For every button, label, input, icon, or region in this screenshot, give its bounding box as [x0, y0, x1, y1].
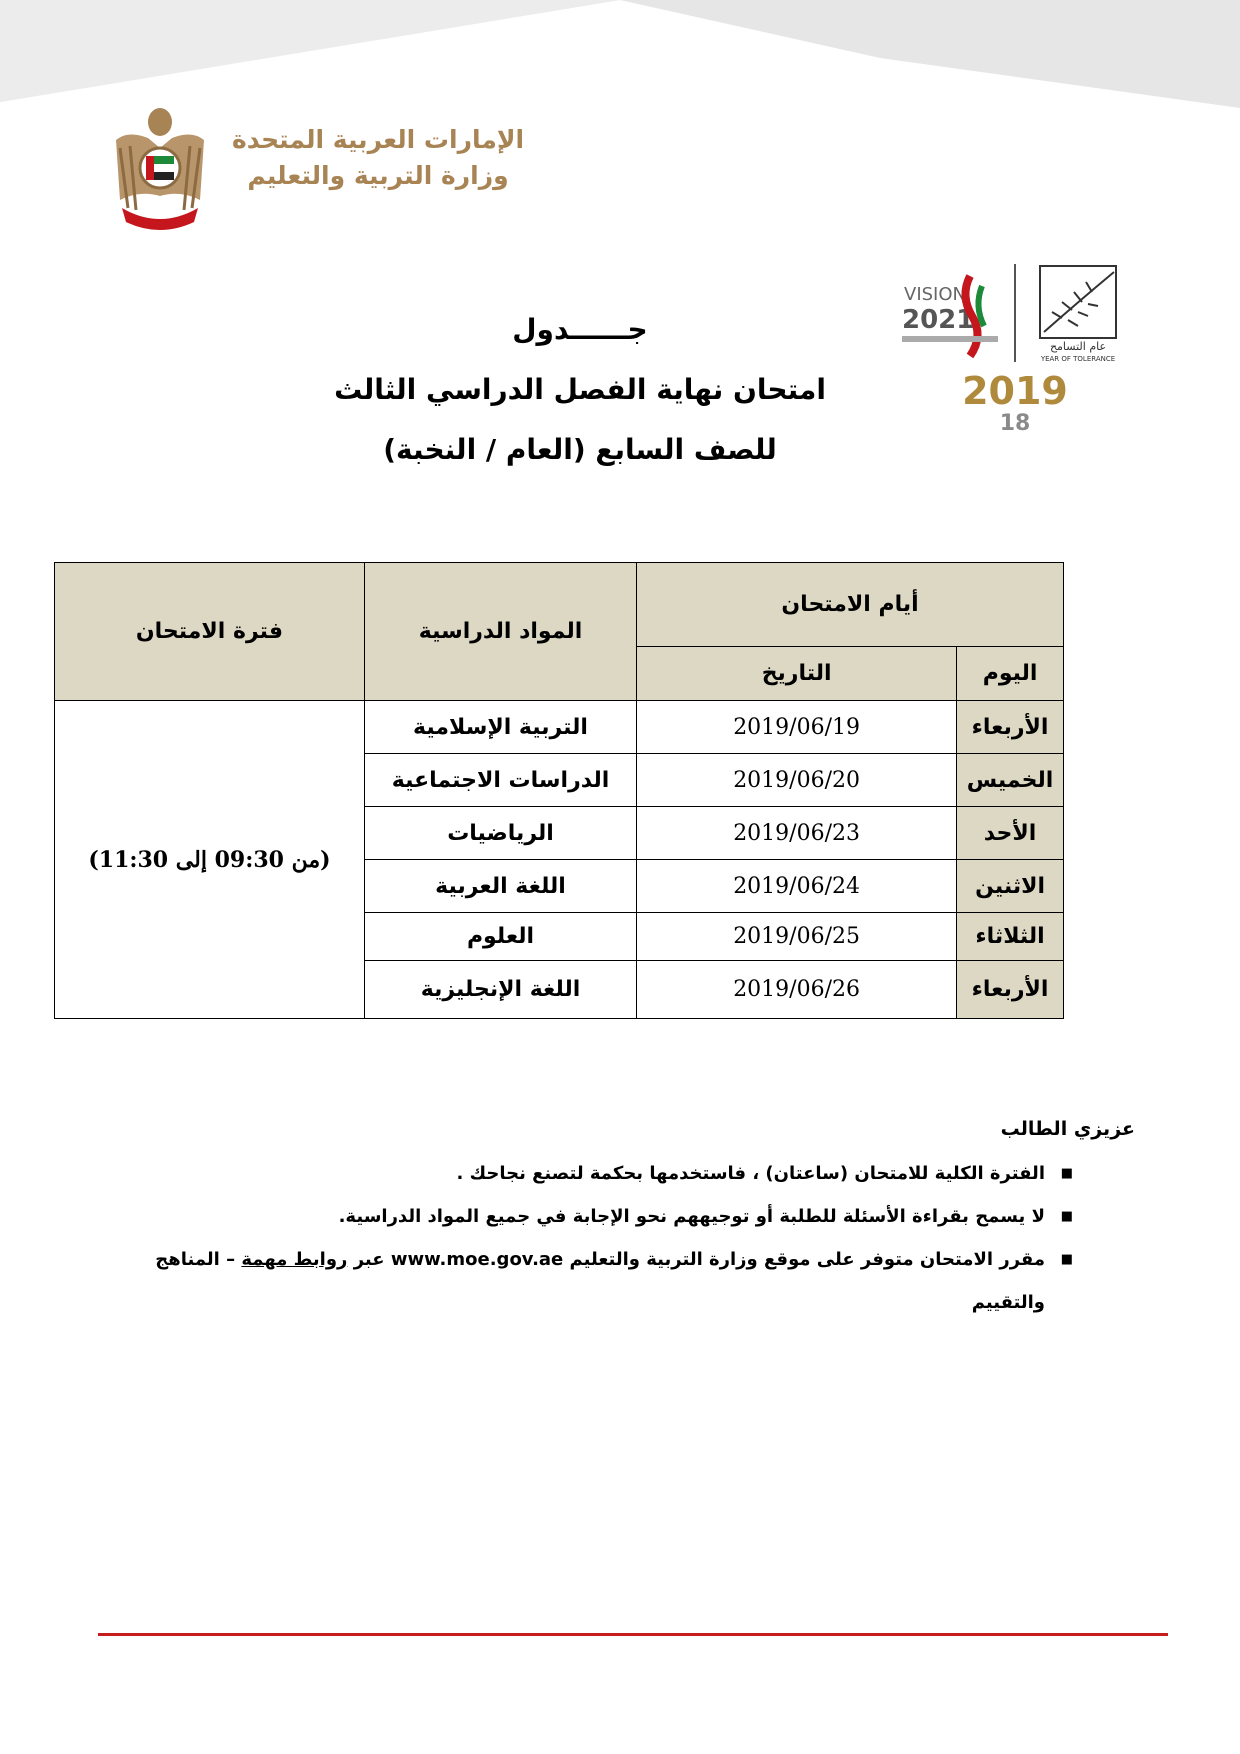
- subject-cell: اللغة الإنجليزية: [364, 961, 636, 1019]
- date-cell: 2019/06/23: [637, 807, 957, 860]
- note-text: الفترة الكلية للامتحان (ساعتان) ، فاستخدمها بحكمة لتصنع نجاحك .: [456, 1163, 1045, 1184]
- year-of-tolerance-logo-icon: [1022, 262, 1132, 362]
- notes-list: [150, 1152, 1135, 1324]
- academic-year: [960, 370, 1070, 436]
- note-text: مقرر الامتحان متوفر على موقع وزارة التربية والتعليم: [569, 1249, 1045, 1270]
- title-exam: امتحان نهاية الفصل الدراسي الثالث: [334, 373, 826, 406]
- list-item: [150, 1195, 1073, 1238]
- day-cell: الأحد: [957, 807, 1064, 860]
- date-cell: 2019/06/20: [637, 754, 957, 807]
- vision-label: VISION: [904, 284, 966, 305]
- country-name: الإمارات العربية المتحدة: [231, 125, 525, 154]
- table-header-row: [55, 563, 1064, 647]
- header-date: التاريخ: [637, 647, 957, 701]
- subject-cell: الدراسات الاجتماعية: [364, 754, 636, 807]
- year-sub: 18: [999, 411, 1031, 436]
- date-cell: 2019/06/24: [637, 860, 957, 913]
- list-item: [150, 1238, 1073, 1324]
- note-text: عبر: [353, 1249, 385, 1270]
- vision-year: 2021: [902, 305, 975, 335]
- day-cell: الخميس: [957, 754, 1064, 807]
- note-text: – المناهج والتقييم: [155, 1249, 1045, 1313]
- tolerance-en: YEAR OF TOLERANCE: [1040, 355, 1116, 362]
- subject-cell: الرياضيات: [364, 807, 636, 860]
- top-banner: [0, 0, 1240, 110]
- uae-emblem-icon: [108, 100, 212, 236]
- date-cell: 2019/06/19: [637, 701, 957, 754]
- day-cell: الثلاثاء: [957, 913, 1064, 961]
- title-schedule: جــــــدول: [512, 313, 648, 346]
- bullet-icon: ■: [1060, 1252, 1073, 1267]
- period-cell: (من 09:30 إلى 11:30): [55, 701, 365, 1019]
- greeting: عزيزي الطالب: [1000, 1118, 1135, 1140]
- day-cell: الأربعاء: [957, 701, 1064, 754]
- student-notes: [150, 1118, 1135, 1324]
- ministry-title: وزارة التربية والتعليم: [247, 161, 509, 190]
- bullet-icon: ■: [1060, 1166, 1073, 1181]
- subject-cell: التربية الإسلامية: [364, 701, 636, 754]
- date-cell: 2019/06/26: [637, 961, 957, 1019]
- ministry-name: [228, 122, 528, 194]
- subject-cell: العلوم: [364, 913, 636, 961]
- vision-2021-logo-icon: [900, 266, 1000, 366]
- date-cell: 2019/06/25: [637, 913, 957, 961]
- exam-schedule-table: [54, 562, 1064, 1019]
- important-links-link[interactable]: روابط مهمة: [241, 1249, 348, 1270]
- day-cell: الاثنين: [957, 860, 1064, 913]
- header-subjects: المواد الدراسية: [364, 563, 636, 701]
- subject-cell: اللغة العربية: [364, 860, 636, 913]
- moe-website-link[interactable]: www.moe.gov.ae: [390, 1249, 564, 1270]
- document-titles: [300, 300, 860, 480]
- logo-divider: [1014, 264, 1016, 362]
- bullet-icon: ■: [1060, 1209, 1073, 1224]
- tolerance-ar: عام التسامح: [1049, 340, 1107, 353]
- title-grade: للصف السابع (العام / النخبة): [383, 433, 777, 466]
- header-day: اليوم: [957, 647, 1064, 701]
- year-main: 2019: [962, 369, 1068, 413]
- table-row: [55, 701, 1064, 754]
- header-exam-days: أيام الامتحان: [637, 563, 1064, 647]
- ministry-header: [108, 100, 528, 240]
- partner-logos: [900, 262, 1130, 368]
- note-text: لا يسمح بقراءة الأسئلة للطلبة أو توجيههم نحو الإجابة في جميع المواد الدراسية.: [338, 1206, 1045, 1227]
- footer-divider: [98, 1633, 1168, 1636]
- list-item: [150, 1152, 1073, 1195]
- day-cell: الأربعاء: [957, 961, 1064, 1019]
- header-period: فترة الامتحان: [55, 563, 365, 701]
